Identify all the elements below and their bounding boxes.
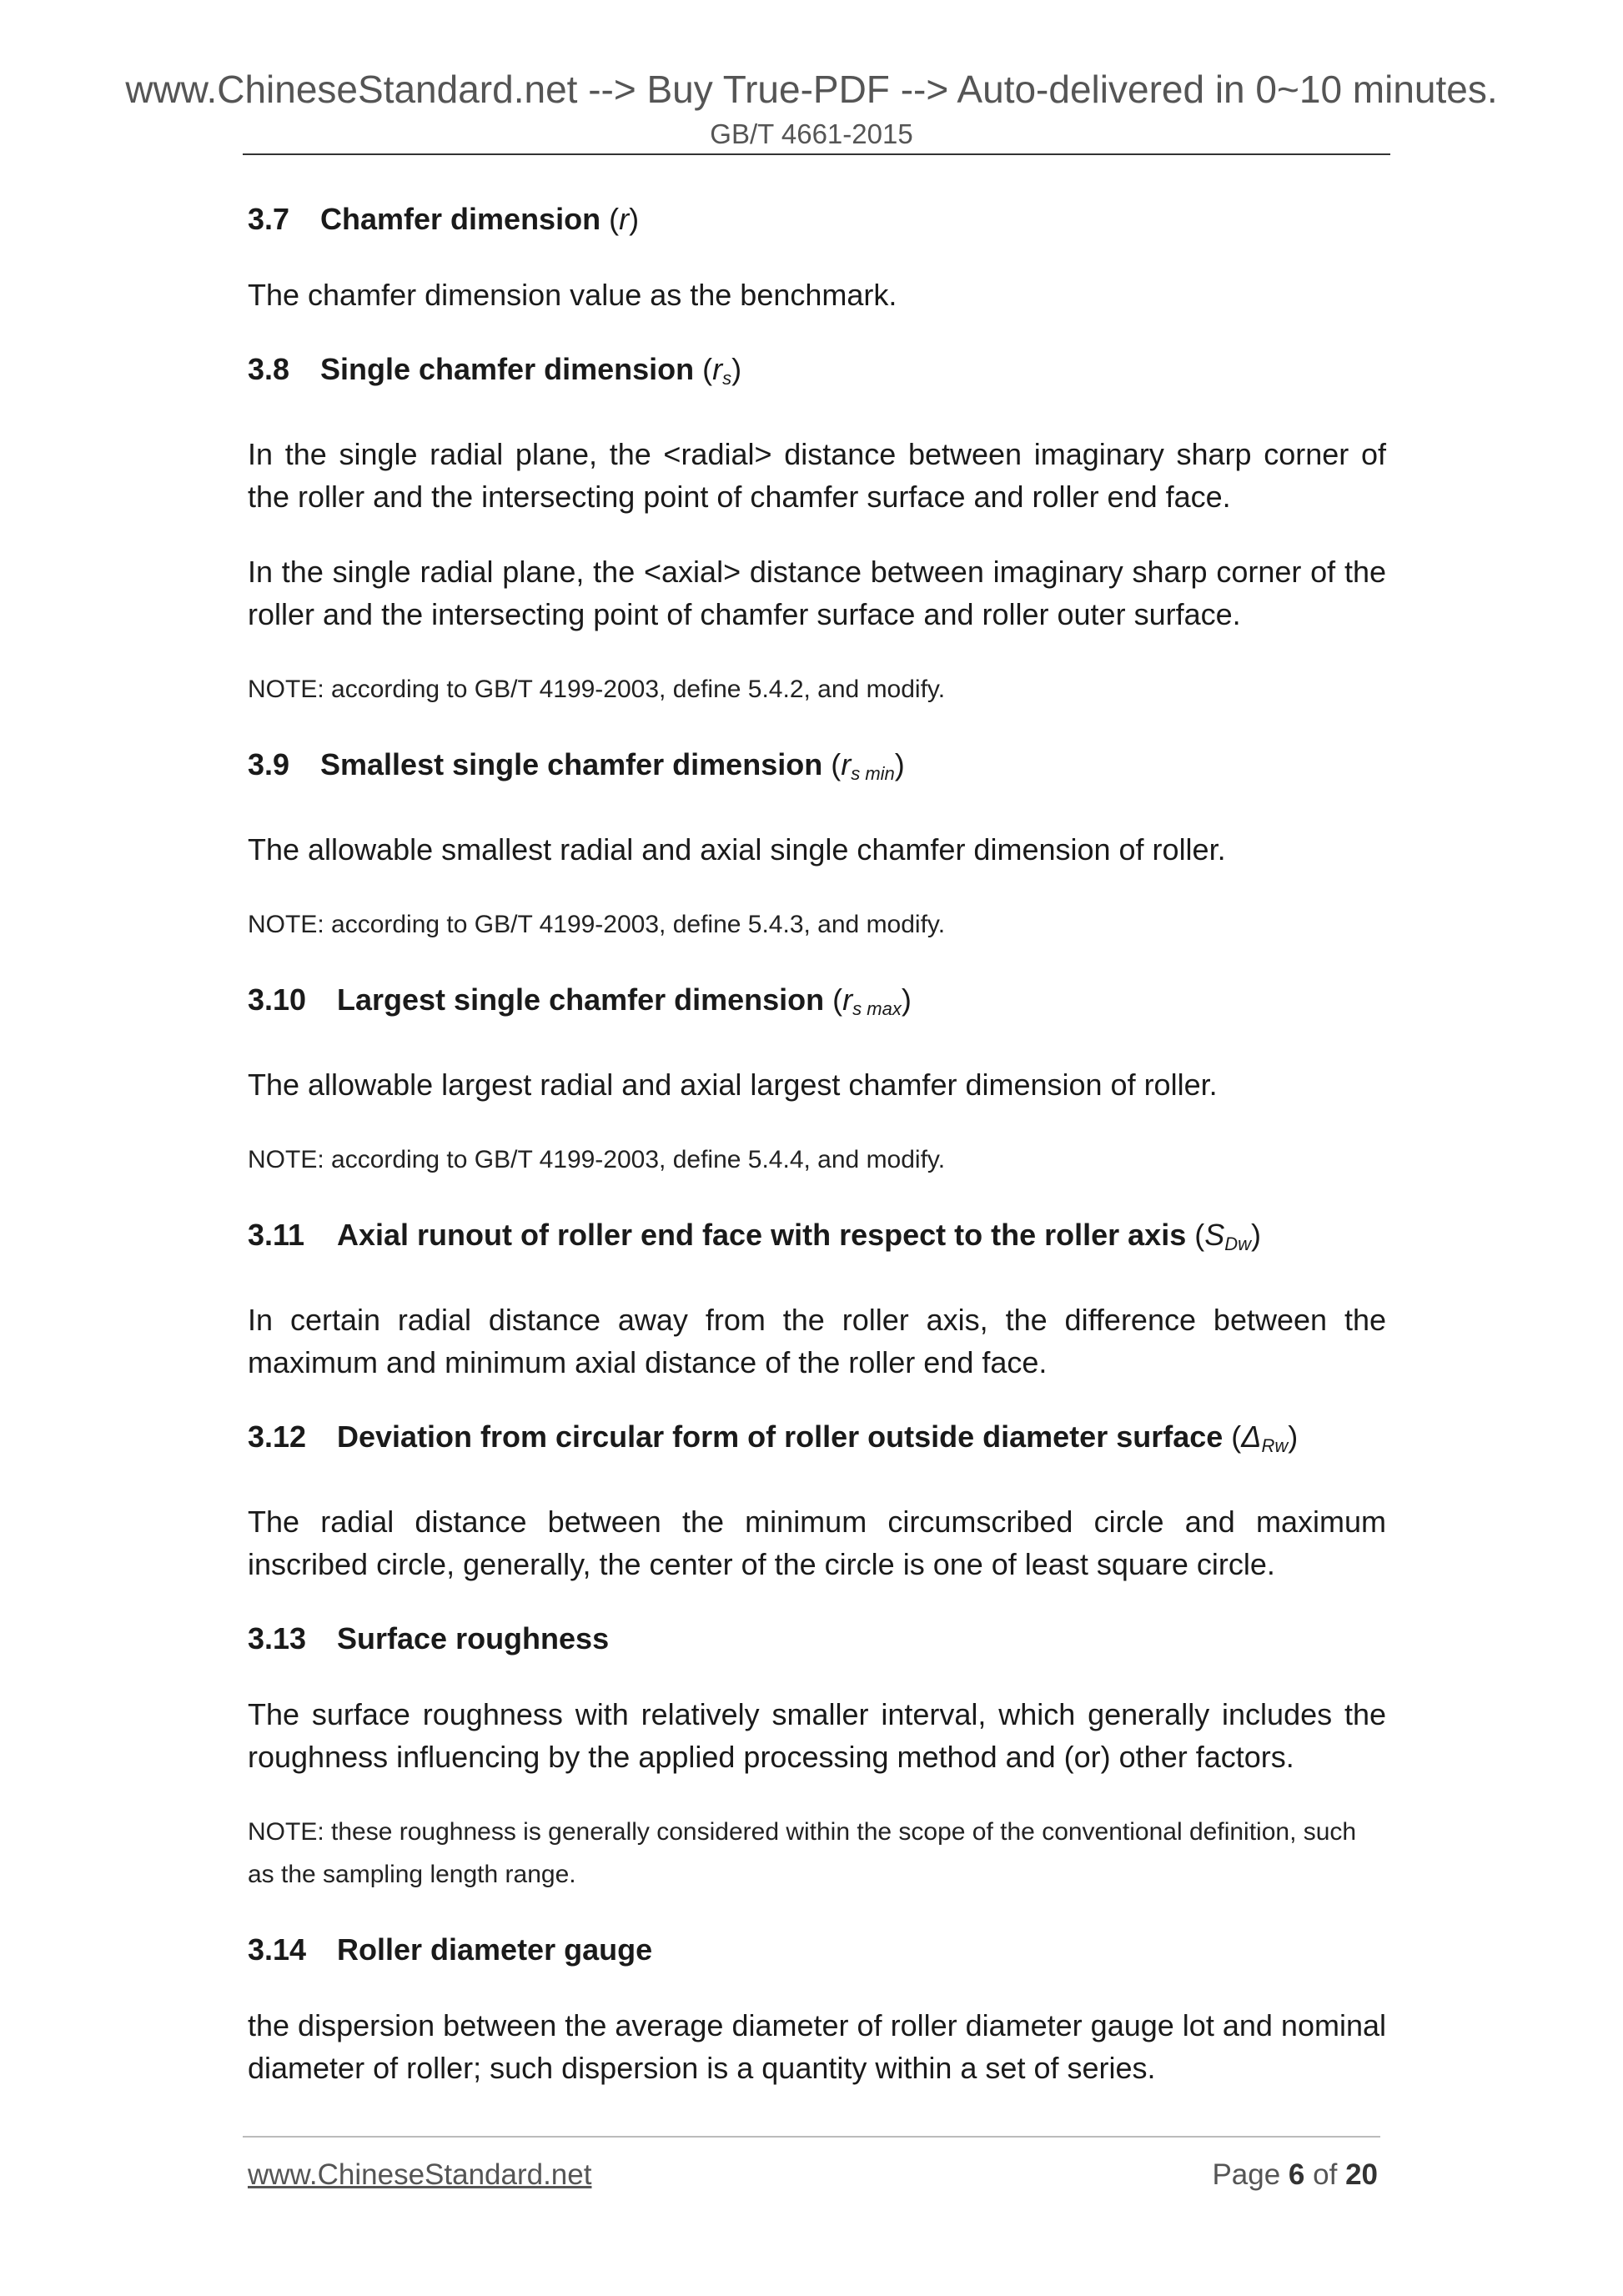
section-title: Largest single chamfer dimension <box>337 982 825 1017</box>
footer-website-link[interactable]: www.ChineseStandard.net <box>248 2158 592 2191</box>
page-indicator: Page 6 of 20 <box>1212 2158 1378 2191</box>
section-heading-3-10 <box>248 979 1386 1030</box>
section-number: 3.11 <box>248 1218 305 1252</box>
section-title: Smallest single chamfer dimension <box>320 747 823 781</box>
section-title: Surface roughness <box>337 1621 610 1655</box>
section-title: Axial runout of roller end face with respect to the roller axis <box>337 1218 1187 1252</box>
section-heading-3-11 <box>248 1214 1386 1265</box>
definition-text: The allowable smallest radial and axial single chamfer dimension of roller. <box>248 832 1226 867</box>
section-number: 3.9 <box>248 747 290 781</box>
section-symbol: $(r_s)$ <box>702 352 742 389</box>
current-page-number: 6 <box>1288 2158 1305 2191</box>
section-title: Roller diameter gauge <box>337 1932 653 1967</box>
section-title: Deviation from circular form of roller outside diameter surface <box>337 1419 1224 1454</box>
footer-divider <box>243 2136 1380 2138</box>
definition-text: The allowable largest radial and axial largest chamfer dimension of roller. <box>248 1068 1218 1102</box>
section-symbol: (r) <box>609 202 640 236</box>
page-content <box>248 198 1386 2122</box>
section-heading-3-13 <box>248 1618 1386 1660</box>
definition-text: The radial distance between the minimum circumscribed circle and maximum inscribed circle, generally, the center of the circle is one of least square circle. <box>248 1505 1386 1581</box>
note-text: NOTE: these roughness is generally considered within the scope of the conventional definition, such as the sampling length range. <box>248 1818 1357 1888</box>
section-symbol: $(r_{s max})$ <box>832 982 912 1019</box>
definition-text: In the single radial plane, the <radial> distance between imaginary sharp corner of the roller and the intersecting point of chamfer surface and roller end face. <box>248 437 1386 514</box>
section-number: 3.8 <box>248 352 290 386</box>
section-number: 3.7 <box>248 202 290 236</box>
note-text: NOTE: according to GB/T 4199-2003, define 5.4.3, and modify. <box>248 911 946 938</box>
section-heading-3-7 <box>248 198 1386 240</box>
section-symbol: $(r_{s min})$ <box>831 747 905 784</box>
section-heading-3-14 <box>248 1929 1386 1971</box>
total-page-count: 20 <box>1345 2158 1378 2191</box>
definition-text: the dispersion between the average diameter of roller diameter gauge lot and nominal diameter of roller; such dispersion is a quantity within a set of series. <box>248 2008 1386 2085</box>
section-heading-3-9 <box>248 744 1386 795</box>
header-banner: www.ChineseStandard.net --> Buy True-PDF --> Auto-delivered in 0~10 minutes. <box>125 68 1498 111</box>
section-title: Chamfer dimension <box>320 202 601 236</box>
note-text: NOTE: according to GB/T 4199-2003, define 5.4.2, and modify. <box>248 676 946 703</box>
section-number: 3.13 <box>248 1621 307 1655</box>
section-number: 3.14 <box>248 1932 307 1967</box>
definition-text: The surface roughness with relatively smaller interval, which generally includes the roughness influencing by the applied processing method and (or) other factors. <box>248 1697 1386 1774</box>
standard-number: GB/T 4661-2015 <box>710 118 913 149</box>
definition-text: The chamfer dimension value as the benchmark. <box>248 278 897 312</box>
section-number: 3.12 <box>248 1419 307 1454</box>
note-text: NOTE: according to GB/T 4199-2003, define 5.4.4, and modify. <box>248 1146 946 1173</box>
definition-text: In the single radial plane, the <axial> distance between imaginary sharp corner of the roller and the intersecting point of chamfer surface and roller outer surface. <box>248 555 1386 631</box>
section-heading-3-12 <box>248 1416 1386 1467</box>
section-number: 3.10 <box>248 982 307 1017</box>
section-heading-3-8 <box>248 349 1386 399</box>
section-symbol: $(\Delta_{Rw})$ <box>1231 1419 1299 1456</box>
header-divider <box>243 153 1390 155</box>
section-symbol: $(S_{Dw})$ <box>1194 1218 1262 1254</box>
definition-text: In certain radial distance away from the roller axis, the difference between the maximum and minimum axial distance of the roller end face. <box>248 1303 1386 1379</box>
section-title: Single chamfer dimension <box>320 352 695 386</box>
